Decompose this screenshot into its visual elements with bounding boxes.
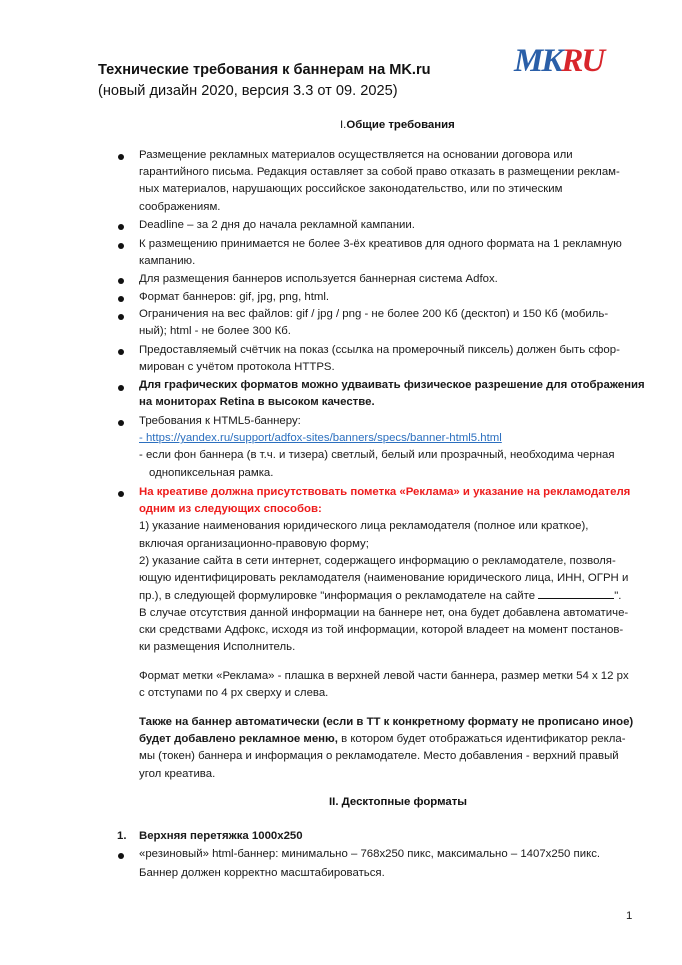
format-description xyxy=(139,846,600,883)
document-subtitle: (новый дизайн 2020, версия 3.3 от 09. 2025) xyxy=(98,83,398,99)
option2-text: пр.), в следующей формулировке "информация о рекламодателе на сайте xyxy=(139,590,539,603)
bullet-icon xyxy=(118,853,124,859)
list-item xyxy=(139,342,620,376)
bullet-icon xyxy=(118,224,124,230)
line: ски средствами Адфокс, исходя из той информации, которой владеет на момент постанов- xyxy=(139,624,624,637)
mk-ru-logo xyxy=(514,44,603,78)
list-item xyxy=(139,289,329,306)
ad-menu-paragraph xyxy=(139,714,633,783)
bullet-icon xyxy=(118,154,124,160)
bullet-icon xyxy=(118,296,124,302)
line: Требования к HTML5-баннеру: xyxy=(139,415,301,427)
logo-mk: MK xyxy=(514,43,562,79)
line: В случае отсутствия данной информации на баннере нет, она будет добавлена автоматиче- xyxy=(139,607,629,619)
line: Ограничения на вес файлов: gif / jpg / png - не более 200 Кб (десктоп) и 150 Кб (мобиль- xyxy=(139,308,609,320)
option1-line-1: 1) указание наименования юридического лица рекламодателя (полное или краткое), xyxy=(139,520,589,533)
list-item xyxy=(139,217,415,234)
line: угол креатива. xyxy=(139,767,216,780)
line: мирован с учётом протокола HTTPS. xyxy=(139,361,335,374)
ad-label-heading-1: На креативе должна присутствовать пометка «Реклама» и указание на рекламодателя xyxy=(139,486,631,498)
html5-note-line-1: - если фон баннера (в т.ч. и тизера) светлый, белый или прозрачный, необходима черная xyxy=(139,449,615,462)
absence-paragraph xyxy=(139,605,628,657)
format-number: 1. xyxy=(117,830,127,842)
line: ки размещения Исполнитель. xyxy=(139,641,296,654)
format-title: Верхняя перетяжка 1000x250 xyxy=(139,830,303,842)
page-number: 1 xyxy=(626,910,633,922)
bullet-icon xyxy=(118,278,124,284)
regular-span: в котором будет отображаться идентификатор рекла- xyxy=(337,733,626,746)
line: К размещению принимается не более 3-ёх креативов для одного формата на 1 рекламную xyxy=(139,238,622,250)
bullet-icon xyxy=(118,491,124,497)
list-item-retina xyxy=(139,377,645,411)
line: Для размещения баннеров используется баннерная система Adfox. xyxy=(139,273,498,285)
option1-line-2: включая организационно-правовую форму; xyxy=(139,537,369,550)
bullet-icon xyxy=(118,349,124,355)
line: «резиновый» html-баннер: минимально – 768x250 пикс, максимально – 1407x250 пикс. xyxy=(139,848,601,860)
html5-note-line-2: однопиксельная рамка. xyxy=(149,466,274,479)
list-item xyxy=(139,271,498,288)
list-item xyxy=(139,306,608,340)
document-title: Технические требования к баннерам на MK.ru xyxy=(98,62,431,78)
line: Для графических форматов можно удваивать физическое разрешение для отображения xyxy=(139,379,645,391)
line: кампанию. xyxy=(139,255,196,268)
html5-spec-link[interactable]: - https://yandex.ru/support/adfox-sites/banners/specs/banner-html5.html xyxy=(139,432,502,445)
list-item xyxy=(139,147,620,216)
section-1-prefix: I. xyxy=(340,119,347,131)
line xyxy=(139,731,633,748)
option2-line-3 xyxy=(139,587,630,605)
option2-line-1: 2) указание сайта в сети интернет, содержащего информацию о рекламодателе, позволя- xyxy=(139,554,616,567)
section-1-heading xyxy=(340,117,455,133)
section-1-title: Общие требования xyxy=(346,119,455,131)
line: Баннер должен корректно масштабироваться. xyxy=(139,867,385,880)
line: на мониторах Retina в высоком качестве. xyxy=(139,396,375,409)
line: Предоставляемый счётчик на показ (ссылка на промерочный пиксель) должен быть сфор- xyxy=(139,344,620,356)
line: Формат метки «Реклама» - плашка в верхней левой части баннера, размер метки 54 х 12 px xyxy=(139,670,629,682)
ad-label-heading-2: одним из следующих способов: xyxy=(139,503,322,516)
line: с отступами по 4 px сверху и слева. xyxy=(139,687,329,700)
section-2-heading: II. Десктопные форматы xyxy=(329,796,468,808)
option2-close-quote: ". xyxy=(614,590,622,603)
bullet-icon xyxy=(118,314,124,320)
line: ный); html - не более 300 Кб. xyxy=(139,325,291,338)
list-item-html5 xyxy=(139,413,615,482)
line: гарантийного письма. Редакция оставляет за собой право отказать в размещении реклам- xyxy=(139,166,620,179)
label-format-paragraph xyxy=(139,668,629,702)
line: Также на баннер автоматически (если в ТТ к конкретному формату не прописано иное) xyxy=(139,716,634,728)
line: Размещение рекламных материалов осуществляется на основании договора или xyxy=(139,149,573,161)
bullet-icon xyxy=(118,243,124,249)
line: Deadline – за 2 дня до начала рекламной кампании. xyxy=(139,219,415,231)
line: Формат баннеров: gif, jpg, png, html. xyxy=(139,291,330,303)
bold-span: будет добавлено рекламное меню, xyxy=(139,733,338,746)
line: соображениям. xyxy=(139,200,221,213)
bullet-icon xyxy=(118,420,124,426)
line: ных материалов, нарушающих российское законодательство, или по этическим xyxy=(139,183,563,196)
bullet-icon xyxy=(118,385,124,391)
blank-field xyxy=(538,587,614,599)
option2-line-2: ющую идентифицировать рекламодателя (наименование юридического лица, ИНН, ОГРН и xyxy=(139,572,629,585)
list-item xyxy=(139,236,622,270)
logo-ru: RU xyxy=(561,43,604,79)
line: мы (токен) баннера и информация о рекламодателе. Место добавления - верхний правый xyxy=(139,750,619,763)
list-item-ad-label xyxy=(139,484,630,605)
